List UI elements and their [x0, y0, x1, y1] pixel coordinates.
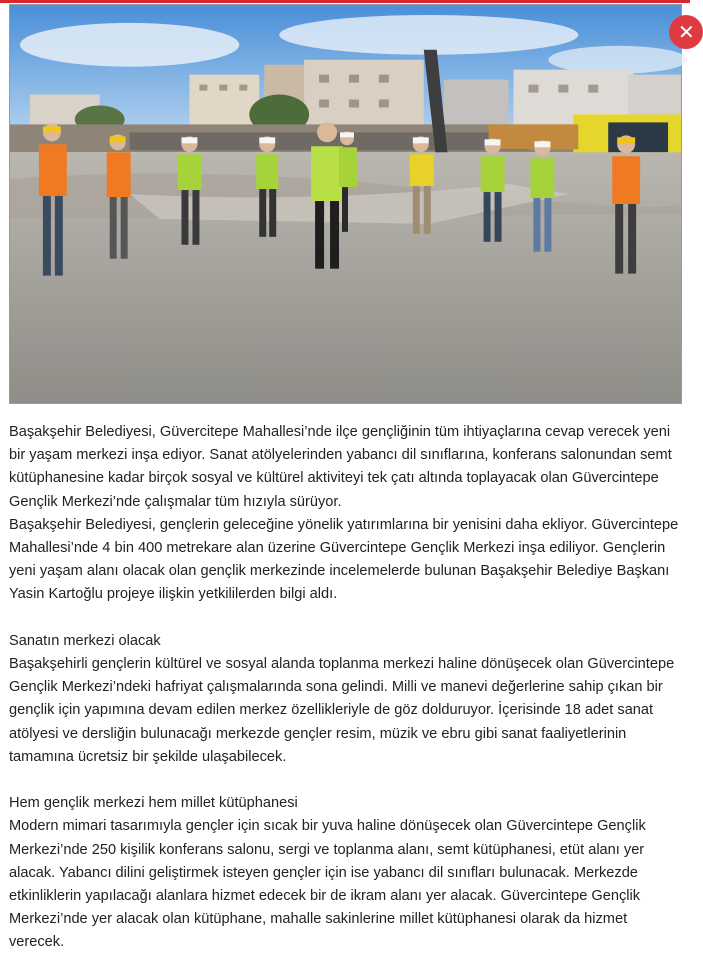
article-paragraph: Başakşehirli gençlerin kültürel ve sosyal alanda toplanma merkezi haline dönüşecek olan Güvercintepe Gençlik Merkezi’ndeki hafriyat çalışmalarında sona gelindi. Milli ve manevi değerlerine sahip çıkan bir gençlik için yapımına devam edilen merkez özellikleriyle de göz dolduruyor. İçerisinde 18 adet sanat atölyesi ve dersliğin bulunacağı merkezde gençler resim, müzik ve ebru gibi sanat faaliyetlerinin tamamına ücretsiz bir şekilde ulaşabilecek.: [9, 656, 675, 765]
top-accent-bar: [0, 0, 690, 3]
article-paragraph: Modern mimari tasarımıyla gençler için sıcak bir yuva haline dönüşecek olan Güvercintepe Gençlik Merkezi’nde 250 kişilik konferans salonu, sergi ve toplanma alanı, semt kütüphanesi, etüt alanı yer alacak. Yabancı dilini geliştirmek isteyen gençler için ise yabancı dil sınıfları bulunacak. Merkezde etkinliklerin yapılacağı alanlara hizmet edecek bir de ikram alanı yer alacak. Güvercintepe Gençlik Merkezi’nde yer alacak olan kütüphane, mahalle sakinlerine millet kütüphanesi olarak da hizmet verecek.: [9, 818, 646, 951]
section-heading: Sanatın merkezi olacak: [9, 632, 161, 649]
section-heading: Hem gençlik merkezi hem millet kütüphanesi: [9, 795, 298, 812]
paragraph-spacer: [9, 769, 685, 792]
article-paragraph: Başakşehir Belediyesi, Güvercitepe Mahallesi’nde ilçe gençliğinin tüm ihtiyaçlarına cevap verecek yeni bir yaşam merkezi inşa ediyor. Sanat atölyelerinden yabancı dil sınıflarına, konferans salonundan semt kütüphanesine kadar birçok sosyal ve kültürel aktiviteyi tek çatı altında toplayacak olan Güvercintepe Gençlik Merkezi’nde çalışmalar tüm hızıyla sürüyor.: [9, 424, 672, 510]
article-paragraph: Başakşehir Belediyesi, gençlerin geleceğine yönelik yatırımlarına bir yenisini daha ekliyor. Güvercintepe Mahallesi’nde 4 bin 400 metrekare alan üzerine Güvercintepe Gençlik Merkezi inşa ediliyor. Gençlerin yeni yaşam alanı olacak olan gençlik merkezinde incelemelerde bulunan Başakşehir Belediye Başkanı Yasin Kartoğlu projeye ilişkin yetkililerden bilgi aldı.: [9, 516, 679, 603]
construction-site-image: [10, 5, 681, 403]
article-photo: [9, 4, 682, 404]
close-icon: ✕: [678, 20, 695, 44]
article-body: [9, 421, 685, 955]
paragraph-spacer: [9, 607, 685, 630]
close-button[interactable]: [669, 15, 703, 49]
